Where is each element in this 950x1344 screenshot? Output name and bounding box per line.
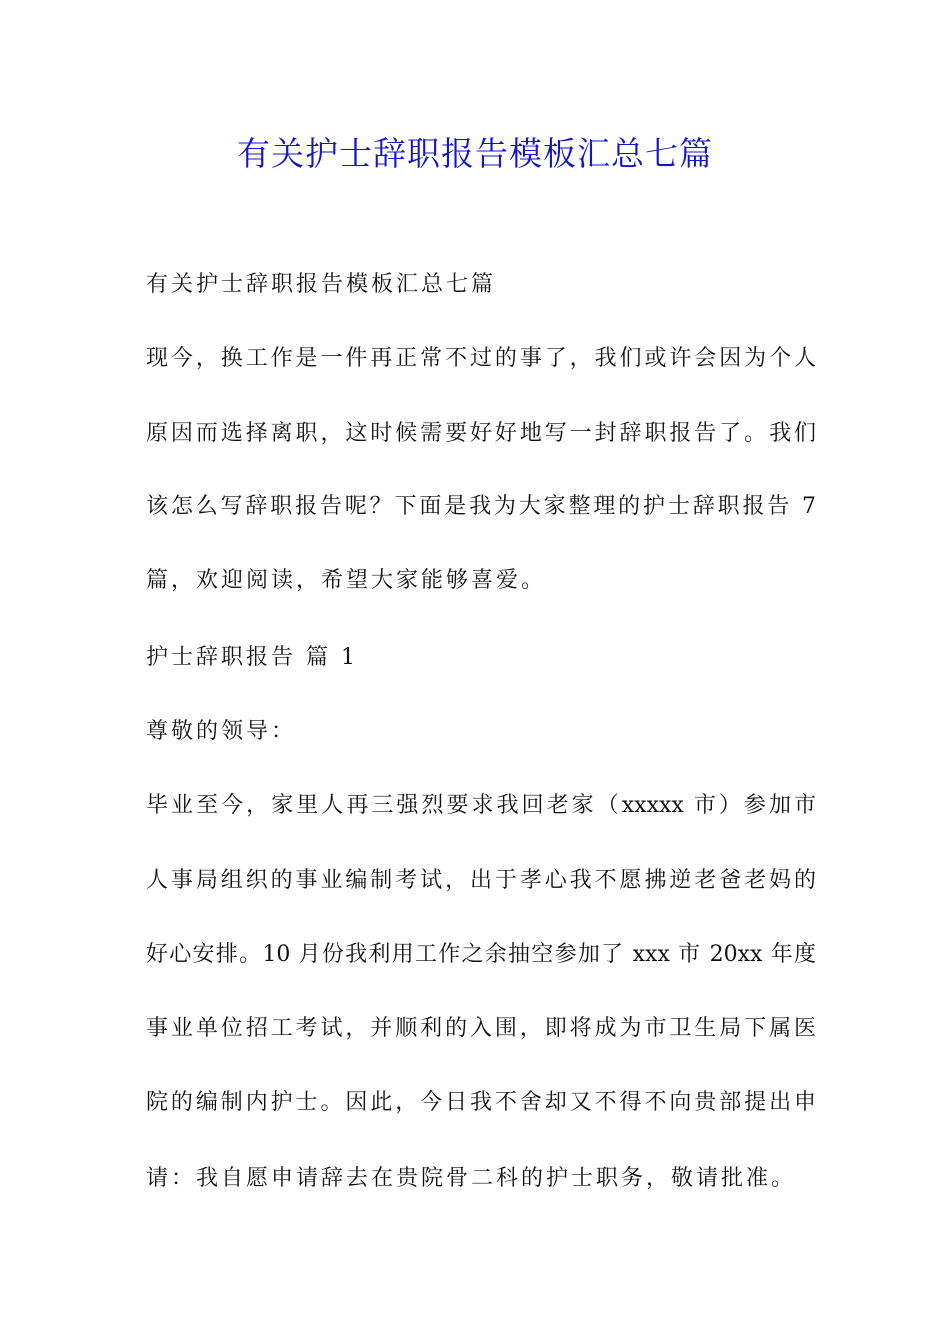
body-line: 事业单位招工考试，并顺利的入围，即将成为市卫生局下属医 [146, 1016, 816, 1041]
body-line: 院的编制内护士。因此，今日我不舍却又不得不向贵部提出申 [146, 1090, 816, 1115]
salutation: 尊敬的领导： [146, 719, 297, 744]
section-heading: 护士辞职报告 篇 1 [146, 645, 358, 670]
body-line: 篇，欢迎阅读，希望大家能够喜爱。 [146, 568, 547, 593]
body-line: 该怎么写辞职报告呢？下面是我为大家整理的护士辞职报告 7 [146, 494, 816, 519]
body-line-subtitle: 有关护士辞职报告模板汇总七篇 [146, 272, 497, 297]
body-line: 原因而选择离职，这时候需要好好地写一封辞职报告了。我们 [146, 421, 816, 446]
body-line: 好心安排。10 月份我利用工作之余抽空参加了 xxx 市 20xx 年度 [146, 942, 816, 967]
document-title: 有关护士辞职报告模板汇总七篇 [237, 134, 713, 173]
body-line: 请：我自愿申请辞去在贵院骨二科的护士职务，敬请批准。 [146, 1166, 797, 1191]
body-line: 现今，换工作是一件再正常不过的事了，我们或许会因为个人 [146, 346, 816, 371]
body-line: 人事局组织的事业编制考试，出于孝心我不愿拂逆老爸老妈的 [146, 868, 816, 893]
body-line: 毕业至今，家里人再三强烈要求我回老家（xxxxx 市）参加市 [146, 793, 816, 818]
